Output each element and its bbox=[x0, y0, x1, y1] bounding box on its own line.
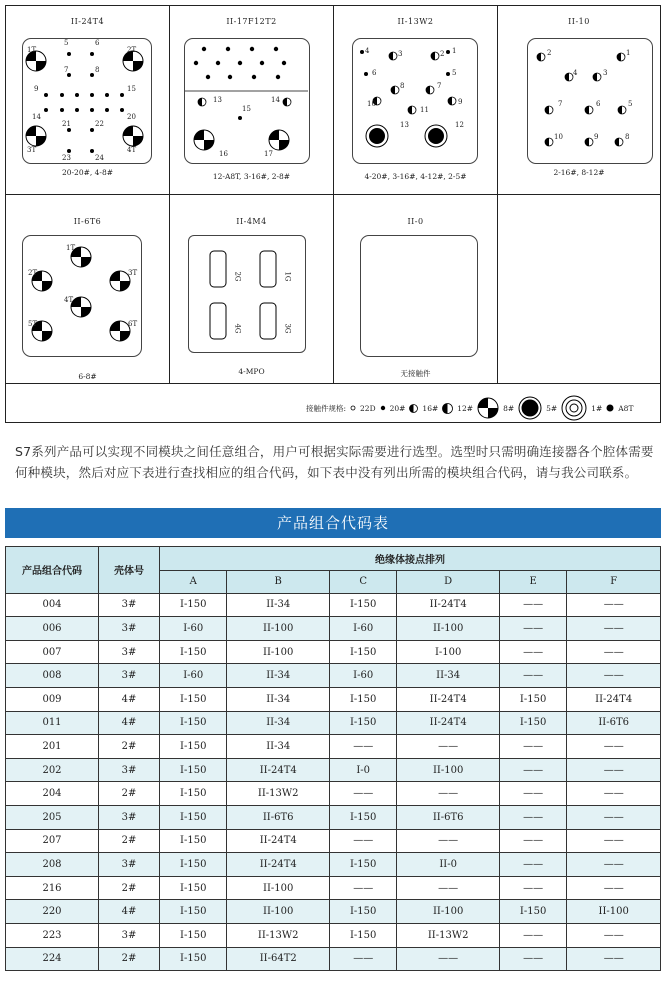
table-cell: —— bbox=[567, 923, 661, 947]
table-cell: 2# bbox=[99, 782, 160, 806]
a8t-icon bbox=[606, 404, 614, 412]
table-row bbox=[6, 829, 661, 853]
pin-label: 5 bbox=[452, 69, 457, 77]
table-cell: I-60 bbox=[329, 617, 396, 641]
table-cell: I-150 bbox=[499, 900, 566, 924]
table-cell: II-34 bbox=[227, 664, 329, 688]
col-header-a: A bbox=[160, 570, 227, 593]
table-cell: 2# bbox=[99, 947, 160, 971]
pin-label: 1 bbox=[626, 49, 631, 57]
table-cell: 3# bbox=[99, 923, 160, 947]
pin-layout-17f bbox=[184, 38, 308, 162]
12-icon bbox=[442, 403, 453, 414]
table-cell: I-100 bbox=[397, 640, 499, 664]
pin-label: 9 bbox=[458, 98, 463, 106]
table-cell: —— bbox=[567, 782, 661, 806]
table-cell: —— bbox=[397, 782, 499, 806]
pin-label: 4G bbox=[233, 323, 242, 334]
table-cell: II-24T4 bbox=[227, 853, 329, 877]
module-caption: 12-A8T, 3-16#, 2-8# bbox=[212, 172, 291, 181]
table-cell: II-6T6 bbox=[227, 805, 329, 829]
22d-icon bbox=[350, 405, 356, 411]
module-title: II-0 bbox=[407, 217, 424, 226]
legend-item: 8# bbox=[503, 403, 515, 413]
table-cell: —— bbox=[499, 640, 566, 664]
pin-label: 2 bbox=[440, 50, 445, 58]
table-cell: I-150 bbox=[329, 853, 396, 877]
8-icon bbox=[477, 397, 499, 419]
table-cell: 3# bbox=[99, 593, 160, 617]
table-cell: II-34 bbox=[227, 735, 329, 759]
table-cell: 004 bbox=[6, 593, 99, 617]
20-icon bbox=[380, 405, 386, 411]
pin-layout-6t6 bbox=[22, 235, 140, 355]
pin-label: 4 bbox=[365, 47, 370, 55]
table-cell: II-100 bbox=[397, 900, 499, 924]
table-cell: 220 bbox=[6, 900, 99, 924]
table-cell: —— bbox=[567, 805, 661, 829]
table-cell: —— bbox=[329, 735, 396, 759]
table-row bbox=[6, 923, 661, 947]
pin-label: 2T bbox=[127, 46, 137, 54]
table-cell: —— bbox=[567, 593, 661, 617]
pin-label: 3G bbox=[283, 323, 292, 334]
table-cell: II-24T4 bbox=[397, 593, 499, 617]
table-cell: 223 bbox=[6, 923, 99, 947]
col-header-e: E bbox=[499, 570, 566, 593]
module-17f12t2 bbox=[170, 6, 334, 195]
table-row bbox=[6, 876, 661, 900]
table-cell: 224 bbox=[6, 947, 99, 971]
module-title: II-6T6 bbox=[73, 217, 102, 226]
table-cell: —— bbox=[499, 664, 566, 688]
pin-label: 16 bbox=[219, 150, 228, 158]
pin-label: 1 bbox=[452, 47, 457, 55]
pin-label: 2 bbox=[547, 49, 552, 57]
table-cell: I-0 bbox=[329, 758, 396, 782]
table-cell: II-100 bbox=[227, 617, 329, 641]
table-cell: II-6T6 bbox=[397, 805, 499, 829]
table-cell: I-150 bbox=[499, 711, 566, 735]
table-cell: —— bbox=[329, 876, 396, 900]
module-title: II-17F12T2 bbox=[226, 17, 277, 26]
table-cell: II-34 bbox=[397, 664, 499, 688]
pin-label: 8 bbox=[95, 66, 100, 74]
table-cell: —— bbox=[329, 947, 396, 971]
table-cell: I-150 bbox=[160, 735, 227, 759]
table-cell: 216 bbox=[6, 876, 99, 900]
table-row bbox=[6, 617, 661, 641]
table-cell: 4# bbox=[99, 687, 160, 711]
table-cell: 3# bbox=[99, 664, 160, 688]
pin-label: 1G bbox=[283, 271, 292, 282]
pin-label: 4 bbox=[573, 69, 578, 77]
col-header-d: D bbox=[397, 570, 499, 593]
col-header-f: F bbox=[567, 570, 661, 593]
table-cell: I-150 bbox=[160, 805, 227, 829]
table-cell: —— bbox=[329, 782, 396, 806]
pin-label: 14 bbox=[271, 96, 280, 104]
table-cell: I-150 bbox=[160, 947, 227, 971]
table-cell: II-34 bbox=[227, 593, 329, 617]
module-plate bbox=[360, 235, 478, 357]
table-cell: I-150 bbox=[160, 711, 227, 735]
table-cell: 3# bbox=[99, 640, 160, 664]
table-cell: I-60 bbox=[160, 617, 227, 641]
table-cell: —— bbox=[499, 617, 566, 641]
table-cell: II-13W2 bbox=[227, 782, 329, 806]
module-title: II-10 bbox=[568, 17, 590, 26]
table-cell: I-150 bbox=[160, 829, 227, 853]
module-title: II-4M4 bbox=[236, 217, 267, 226]
pin-label: 8 bbox=[625, 133, 630, 141]
table-cell: I-150 bbox=[160, 853, 227, 877]
table-cell: —— bbox=[499, 593, 566, 617]
table-cell: —— bbox=[567, 640, 661, 664]
table-row bbox=[6, 947, 661, 971]
col-header-c: C bbox=[329, 570, 396, 593]
table-cell: I-150 bbox=[329, 687, 396, 711]
pin-label: 10 bbox=[554, 133, 563, 141]
legend-item: 5# bbox=[546, 403, 558, 413]
pin-layout-4m4 bbox=[188, 235, 304, 351]
table-cell: 007 bbox=[6, 640, 99, 664]
table-cell: I-150 bbox=[329, 593, 396, 617]
table-cell: II-100 bbox=[397, 758, 499, 782]
pin-label: 2G bbox=[233, 271, 242, 282]
table-cell: II-34 bbox=[227, 711, 329, 735]
table-cell: —— bbox=[329, 829, 396, 853]
table-cell: I-150 bbox=[329, 711, 396, 735]
table-body bbox=[6, 593, 661, 971]
pin-label: 22 bbox=[95, 120, 104, 128]
table-cell: 204 bbox=[6, 782, 99, 806]
module-24t4 bbox=[6, 6, 170, 195]
module-13w2 bbox=[334, 6, 498, 195]
pin-label: 6 bbox=[95, 39, 100, 47]
table-cell: —— bbox=[499, 829, 566, 853]
pin-label: 15 bbox=[127, 85, 136, 93]
table-cell: II-64T2 bbox=[227, 947, 329, 971]
table-row bbox=[6, 900, 661, 924]
pin-label: 10 bbox=[367, 100, 376, 108]
table-cell: —— bbox=[567, 947, 661, 971]
module-10 bbox=[498, 6, 661, 195]
table-cell: —— bbox=[499, 947, 566, 971]
table-cell: I-150 bbox=[160, 640, 227, 664]
pin-label: 5 bbox=[64, 39, 69, 47]
table-cell: I-150 bbox=[329, 805, 396, 829]
legend-item: 1# bbox=[591, 403, 603, 413]
module-title: II-13W2 bbox=[397, 17, 434, 26]
table-cell: II-34 bbox=[227, 687, 329, 711]
table-cell: —— bbox=[567, 876, 661, 900]
table-cell: —— bbox=[567, 735, 661, 759]
table-cell: II-24T4 bbox=[227, 758, 329, 782]
table-row bbox=[6, 664, 661, 688]
table-cell: I-150 bbox=[329, 923, 396, 947]
table-cell: II-0 bbox=[397, 853, 499, 877]
table-cell: I-150 bbox=[160, 687, 227, 711]
table-cell: 205 bbox=[6, 805, 99, 829]
table-cell: —— bbox=[397, 829, 499, 853]
table-cell: 3# bbox=[99, 758, 160, 782]
legend-item: 12# bbox=[457, 403, 474, 413]
table-cell: II-24T4 bbox=[227, 829, 329, 853]
pin-label: 3T bbox=[27, 146, 37, 154]
table-row bbox=[6, 782, 661, 806]
table-cell: II-100 bbox=[567, 900, 661, 924]
table-cell: 009 bbox=[6, 687, 99, 711]
table-cell: —— bbox=[567, 664, 661, 688]
pin-label: 11 bbox=[420, 106, 429, 114]
table-cell: I-150 bbox=[499, 687, 566, 711]
table-cell: —— bbox=[567, 617, 661, 641]
table-cell: —— bbox=[567, 829, 661, 853]
1-icon bbox=[561, 395, 587, 421]
table-cell: I-150 bbox=[160, 923, 227, 947]
legend-label: 接触件规格: bbox=[306, 403, 347, 413]
pin-label: 7 bbox=[64, 66, 69, 74]
module-caption: 20-20#, 4-8# bbox=[61, 168, 114, 177]
16-icon bbox=[409, 404, 418, 413]
table-cell: I-150 bbox=[160, 758, 227, 782]
pin-label: 3T bbox=[128, 269, 138, 277]
table-cell: I-60 bbox=[160, 664, 227, 688]
table-cell: 201 bbox=[6, 735, 99, 759]
module-caption: 4-MPO bbox=[238, 367, 265, 376]
table-cell: II-13W2 bbox=[227, 923, 329, 947]
pin-layout-10 bbox=[527, 38, 651, 162]
table-cell: —— bbox=[499, 876, 566, 900]
table-row bbox=[6, 805, 661, 829]
pin-label: 3 bbox=[398, 50, 403, 58]
table-cell: —— bbox=[499, 758, 566, 782]
table-cell: —— bbox=[397, 735, 499, 759]
table-cell: 3# bbox=[99, 805, 160, 829]
empty-cell bbox=[498, 195, 661, 384]
legend-item: 16# bbox=[422, 403, 439, 413]
table-cell: 008 bbox=[6, 664, 99, 688]
pin-label: 8 bbox=[400, 82, 405, 90]
pin-label: 4T bbox=[127, 146, 137, 154]
legend-item: 22D bbox=[360, 403, 376, 413]
table-cell: 4# bbox=[99, 711, 160, 735]
table-row bbox=[6, 735, 661, 759]
module-6t6 bbox=[6, 195, 170, 384]
table-cell: 207 bbox=[6, 829, 99, 853]
table-cell: 4# bbox=[99, 900, 160, 924]
table-cell: II-100 bbox=[227, 640, 329, 664]
table-cell: 202 bbox=[6, 758, 99, 782]
table-cell: 006 bbox=[6, 617, 99, 641]
table-row bbox=[6, 711, 661, 735]
pin-label: 4T bbox=[64, 296, 74, 304]
pin-label: 6 bbox=[596, 100, 601, 108]
pin-label: 9 bbox=[594, 133, 599, 141]
module-0 bbox=[334, 195, 498, 384]
table-cell: —— bbox=[499, 805, 566, 829]
pin-label: 13 bbox=[400, 121, 409, 129]
table-cell: —— bbox=[567, 758, 661, 782]
pin-label: 20 bbox=[127, 113, 136, 121]
table-cell: I-150 bbox=[160, 782, 227, 806]
module-grid bbox=[5, 5, 661, 423]
pin-label: 12 bbox=[455, 121, 464, 129]
pin-label: 5T bbox=[28, 320, 38, 328]
table-cell: —— bbox=[499, 853, 566, 877]
table-cell: I-150 bbox=[329, 900, 396, 924]
pin-label: 7 bbox=[437, 82, 442, 90]
pin-label: 1T bbox=[27, 46, 37, 54]
pin-label: 24 bbox=[95, 154, 104, 162]
pin-label: 23 bbox=[62, 154, 71, 162]
table-cell: 2# bbox=[99, 829, 160, 853]
table-cell: II-13W2 bbox=[397, 923, 499, 947]
pin-layout-24t4 bbox=[22, 38, 150, 162]
intro-paragraph: S7系列产品可以实现不同模块之间任意组合，用户可根据实际需要进行选型。选型时只需明确连接器各个腔体需要何种模块，然后对应下表进行查找相应的组合代码，如下表中没有列出所需的模块组合代码，请与我公司联系。 bbox=[15, 444, 654, 480]
pin-label: 6T bbox=[128, 320, 138, 328]
module-caption: 6-8# bbox=[78, 372, 97, 381]
col-header-b: B bbox=[227, 570, 329, 593]
pin-label: 3 bbox=[603, 69, 608, 77]
pin-label: 17 bbox=[264, 150, 273, 158]
table-cell: I-150 bbox=[160, 593, 227, 617]
pin-label: 13 bbox=[213, 96, 222, 104]
table-cell: —— bbox=[567, 853, 661, 877]
module-caption: 4-20#, 3-16#, 4-12#, 2-5# bbox=[364, 172, 467, 181]
col-header-code: 产品组合代码 bbox=[6, 547, 99, 594]
pin-label: 14 bbox=[32, 113, 41, 121]
table-cell: 3# bbox=[99, 853, 160, 877]
contact-legend bbox=[306, 395, 633, 421]
table-row bbox=[6, 853, 661, 877]
table-cell: II-24T4 bbox=[397, 687, 499, 711]
table-cell: I-150 bbox=[160, 900, 227, 924]
5-icon bbox=[518, 396, 542, 420]
pin-label: 9 bbox=[34, 85, 39, 93]
pin-label: 6 bbox=[372, 69, 377, 77]
table-cell: I-150 bbox=[329, 640, 396, 664]
module-caption: 2-16#, 8-12# bbox=[553, 168, 605, 177]
pin-label: 5 bbox=[628, 100, 633, 108]
pin-label: 21 bbox=[62, 120, 71, 128]
table-cell: 011 bbox=[6, 711, 99, 735]
table-cell: 2# bbox=[99, 735, 160, 759]
pin-label: 7 bbox=[558, 100, 563, 108]
table-cell: —— bbox=[499, 735, 566, 759]
legend-item: 20# bbox=[389, 403, 406, 413]
col-header-group: 绝缘体接点排列 bbox=[160, 547, 661, 571]
table-cell: 3# bbox=[99, 617, 160, 641]
table-cell: II-100 bbox=[227, 876, 329, 900]
table-cell: II-100 bbox=[227, 900, 329, 924]
module-caption: 无接触件 bbox=[400, 369, 431, 378]
table-row bbox=[6, 640, 661, 664]
module-4m4 bbox=[170, 195, 334, 384]
table-title-banner: 产品组合代码表 bbox=[5, 508, 661, 538]
col-header-shell: 壳体号 bbox=[99, 547, 160, 594]
table-row bbox=[6, 758, 661, 782]
table-cell: —— bbox=[397, 947, 499, 971]
table-cell: —— bbox=[499, 923, 566, 947]
table-cell: I-150 bbox=[160, 876, 227, 900]
table-cell: —— bbox=[397, 876, 499, 900]
table-row bbox=[6, 593, 661, 617]
table-cell: II-24T4 bbox=[397, 711, 499, 735]
pin-label: 15 bbox=[242, 105, 251, 113]
legend-item: A8T bbox=[618, 403, 634, 413]
combination-code-table bbox=[5, 546, 661, 971]
table-row bbox=[6, 687, 661, 711]
pin-label: 1T bbox=[66, 244, 76, 252]
module-title: II-24T4 bbox=[70, 17, 105, 26]
table-cell: 208 bbox=[6, 853, 99, 877]
table-cell: II-24T4 bbox=[567, 687, 661, 711]
table-cell: —— bbox=[499, 782, 566, 806]
table-cell: II-100 bbox=[397, 617, 499, 641]
pin-label: 2T bbox=[28, 269, 38, 277]
table-cell: II-6T6 bbox=[567, 711, 661, 735]
table-cell: 2# bbox=[99, 876, 160, 900]
table-cell: I-60 bbox=[329, 664, 396, 688]
